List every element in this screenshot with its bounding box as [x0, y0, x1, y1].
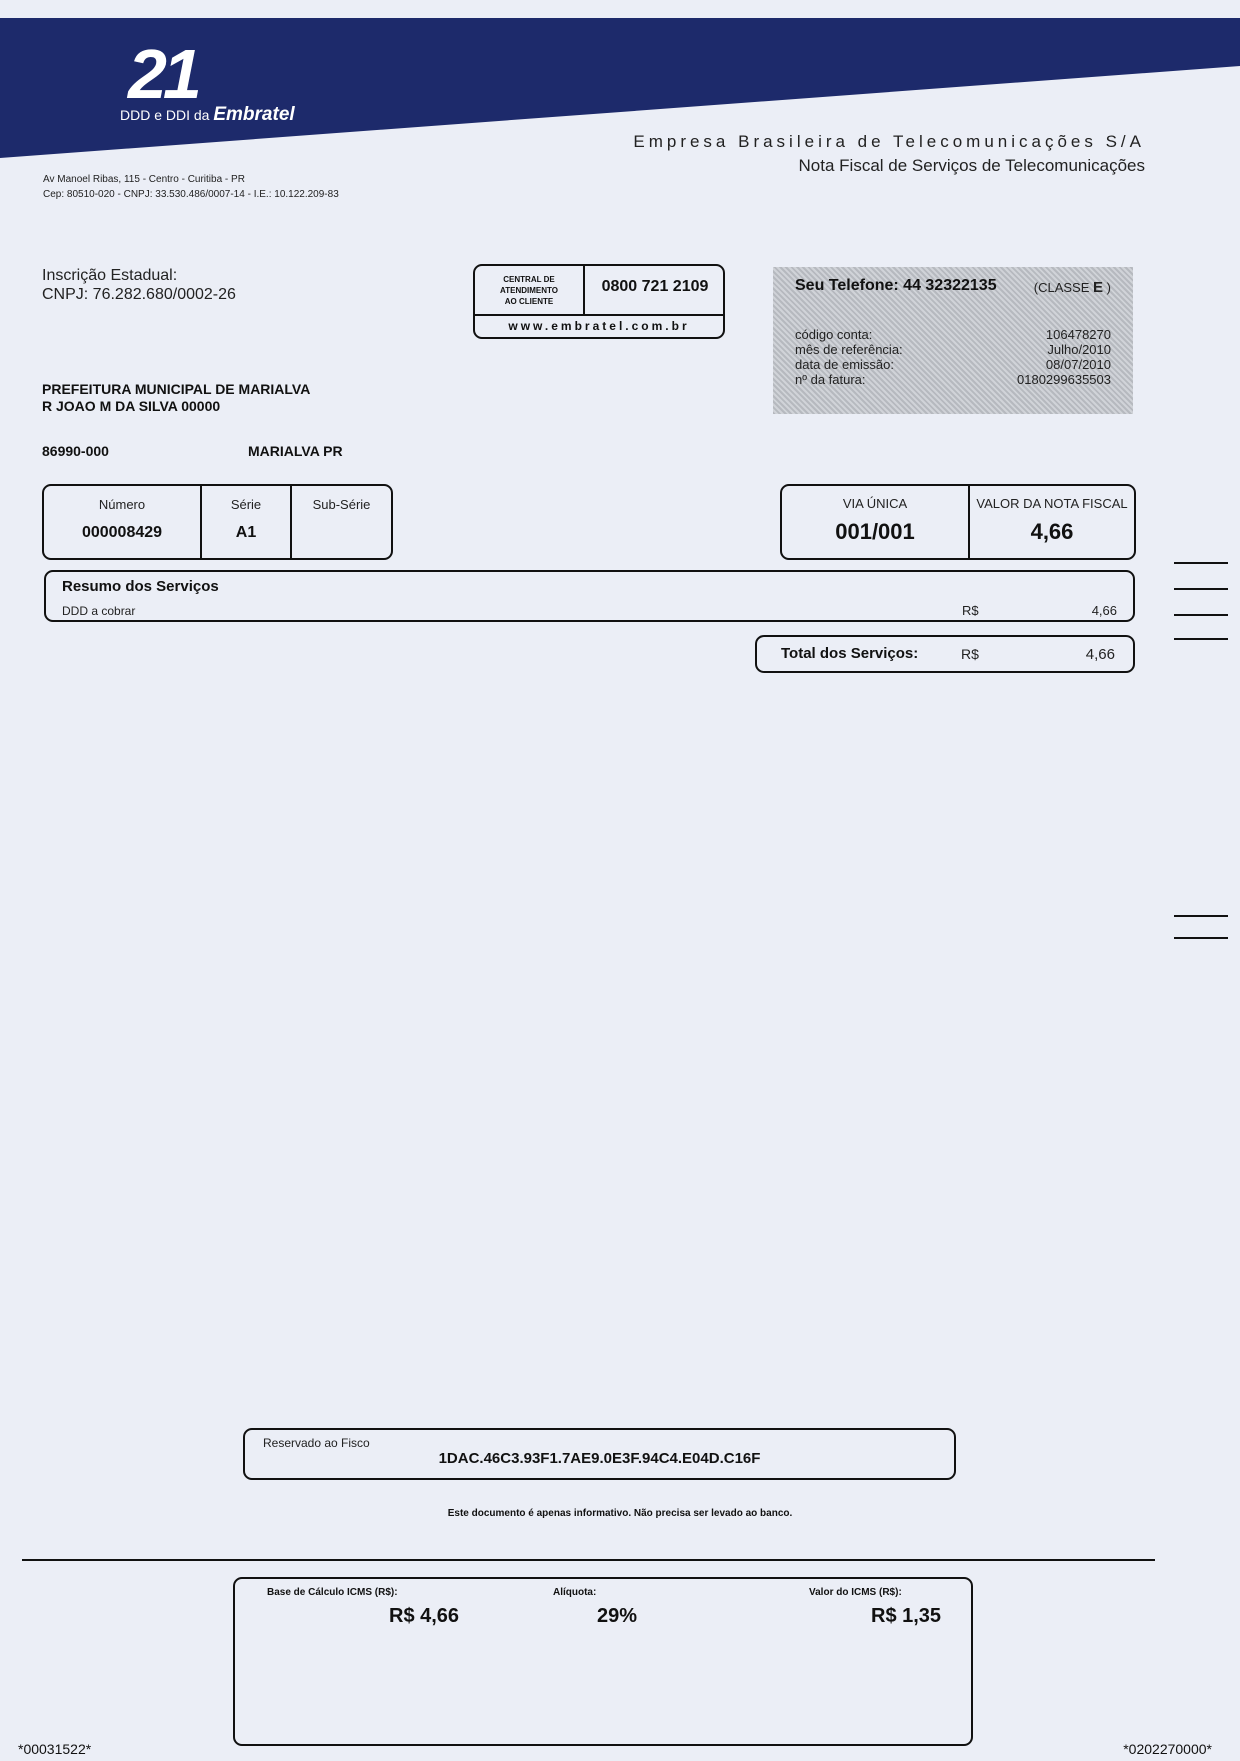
numero-label: Número [98, 497, 146, 512]
total-value: 4,66 [1085, 646, 1115, 663]
phone-class [1034, 279, 1111, 296]
icms-aliquota-value: 29% [597, 1605, 638, 1627]
account-row [795, 327, 1111, 342]
account-row [795, 342, 1111, 357]
icms-base-value: R$ 4,66 [389, 1605, 460, 1627]
service-label [475, 266, 585, 314]
customer-city: MARIALVA PR [248, 443, 343, 459]
icms-box [233, 1577, 973, 1746]
company-name: Empresa Brasileira de Telecomunicações S/A [633, 132, 1145, 151]
icms-base-label: Base de Cálculo ICMS (R$): [267, 1587, 398, 1598]
summary-item: DDD a cobrar [62, 604, 136, 618]
class-close: ) [1106, 280, 1111, 295]
row-value: 106478270 [1045, 327, 1111, 342]
fold-mark [1174, 614, 1228, 616]
summary-value: 4,66 [1091, 603, 1117, 618]
account-details [795, 327, 1111, 387]
row-value: 08/07/2010 [1045, 357, 1111, 372]
address-line-1: Av Manoel Ribas, 115 - Centro - Curitiba - PR [43, 174, 245, 185]
logo-number: 21 [128, 35, 198, 113]
cnpj: CNPJ: 76.282.680/0002-26 [42, 286, 236, 303]
customer-block [42, 381, 310, 415]
invoice-number-box [42, 484, 393, 560]
fisco-label: Reservado ao Fisco [263, 1436, 370, 1450]
via-col [782, 486, 970, 558]
info-notice: Este documento é apenas informativo. Não precisa ser levado ao banco. [447, 1508, 793, 1519]
service-url: www.embratel.com.br [475, 314, 723, 337]
numero-value: 000008429 [81, 524, 163, 541]
services-total [755, 635, 1135, 673]
icms-aliquota-label: Alíquota: [553, 1587, 597, 1598]
account-row [795, 372, 1111, 387]
document-title: Nota Fiscal de Serviços de Telecomunicações [798, 156, 1145, 175]
footer-code-left: *00031522* [18, 1741, 92, 1757]
summary-currency: R$ [962, 603, 979, 618]
customer-cep: 86990-000 [42, 443, 109, 459]
logo-prefix: DDD e DDI da [120, 107, 210, 123]
issuer-address [43, 172, 339, 202]
valor-value: 4,66 [1030, 519, 1074, 544]
fisco-box [243, 1428, 956, 1480]
fold-mark [1174, 915, 1228, 917]
logo-brand: Embratel [213, 104, 295, 125]
serie-value: A1 [235, 524, 257, 541]
icms-valor-label: Valor do ICMS (R$): [809, 1587, 902, 1598]
row-value: Julho/2010 [1047, 342, 1111, 357]
service-label-line-3: AO CLIENTE [504, 297, 554, 306]
fold-mark [1174, 937, 1228, 939]
row-value: 0180299635503 [1017, 372, 1111, 387]
serie-label: Série [230, 497, 262, 512]
row-label: código conta: [795, 327, 873, 342]
via-label: VIA ÚNICA [842, 496, 908, 511]
valor-label: VALOR DA NOTA FISCAL [976, 496, 1128, 511]
fold-mark [1174, 562, 1228, 564]
row-label: nº da fatura: [795, 372, 866, 387]
via-value: 001/001 [835, 519, 915, 544]
subserie-col [292, 486, 391, 558]
summary-title: Resumo dos Serviços [62, 578, 219, 595]
class-label: (CLASSE [1033, 280, 1090, 295]
fisco-code: 1DAC.46C3.93F1.7AE9.0E3F.94C4.E04D.C16F [438, 1450, 761, 1467]
logo-subtitle [120, 104, 295, 126]
services-summary [44, 570, 1135, 622]
service-label-line-1: CENTRAL DE [503, 275, 555, 284]
service-phone: 0800 721 2109 [601, 278, 709, 295]
valor-col [970, 486, 1134, 558]
ie-label: Inscrição Estadual: [42, 267, 178, 284]
subserie-label: Sub-Série [312, 497, 371, 512]
icms-valor-value: R$ 1,35 [871, 1605, 942, 1627]
customer-name: PREFEITURA MUNICIPAL DE MARIALVA [42, 381, 311, 397]
divider [22, 1559, 1155, 1561]
address-line-2: Cep: 80510-020 - CNPJ: 33.530.486/0007-14 - I.E.: 10.122.209-83 [43, 189, 339, 200]
total-currency: R$ [961, 646, 979, 662]
class-value: E [1093, 279, 1104, 296]
row-label: data de emissão: [795, 357, 895, 372]
total-label: Total dos Serviços: [781, 645, 919, 662]
account-row [795, 357, 1111, 372]
serie-col [202, 486, 292, 558]
customer-service-box [473, 264, 725, 339]
numero-col [44, 486, 202, 558]
customer-street: R JOAO M DA SILVA 00000 [42, 398, 221, 414]
row-label: mês de referência: [795, 342, 903, 357]
invoice-value-box [780, 484, 1136, 560]
fold-mark [1174, 638, 1228, 640]
service-label-line-2: ATENDIMENTO [500, 286, 558, 295]
fold-mark [1174, 588, 1228, 590]
account-box [773, 267, 1133, 414]
phone-number: Seu Telefone: 44 32322135 [795, 277, 997, 294]
issuer-registration [42, 266, 236, 304]
footer-code-right: *0202270000* [1123, 1741, 1212, 1757]
